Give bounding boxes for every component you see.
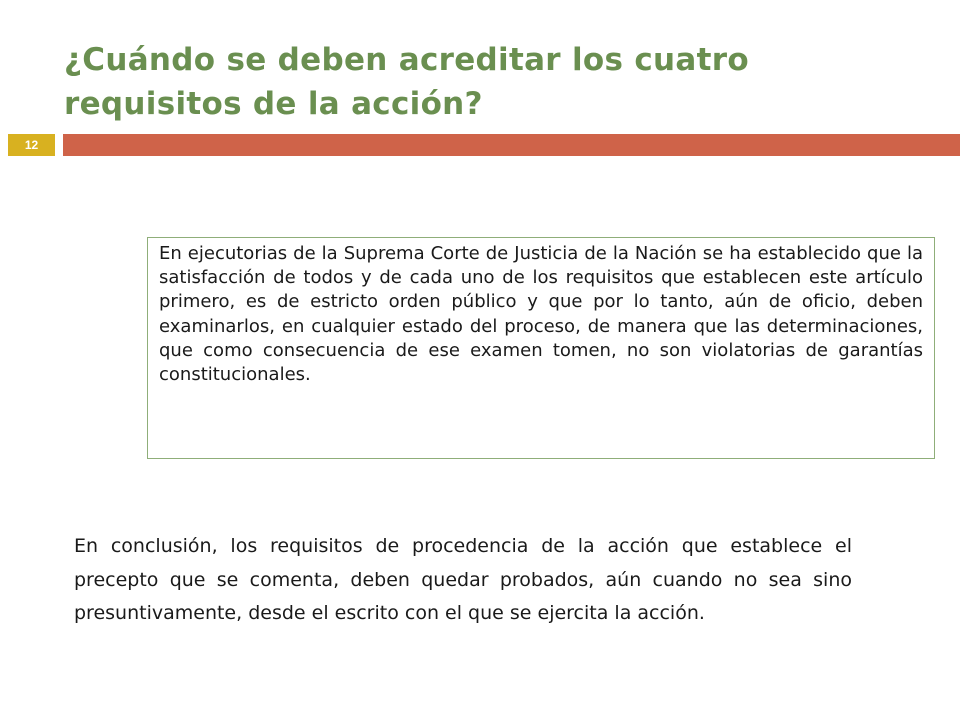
- slide-title: ¿Cuándo se deben acreditar los cuatro requisitos de la acción?: [64, 42, 749, 122]
- slide-number-badge: [8, 134, 55, 156]
- quote-box: [147, 237, 935, 459]
- quote-text: En ejecutorias de la Suprema Corte de Justicia de la Nación se ha establecido que la satisfacción de todos y de cada uno de los requisitos que establecen este artículo primero, es de estricto orden público y que por lo tanto, aún de oficio, deben examinarlos, en cualquier estado del proceso, de manera que las determinaciones, que como consecuencia de ese examen tomen, no son violatorias de garantías constitucionales.: [159, 243, 923, 386]
- conclusion-paragraph: En conclusión, los requisitos de procedencia de la acción que establece el precepto que se comenta, deben quedar probados, aún cuando no sea sino presuntivamente, desde el escrito con el que se ejercita la acción.: [74, 535, 852, 624]
- slide-number: 12: [24, 138, 39, 152]
- accent-bar: [63, 134, 960, 156]
